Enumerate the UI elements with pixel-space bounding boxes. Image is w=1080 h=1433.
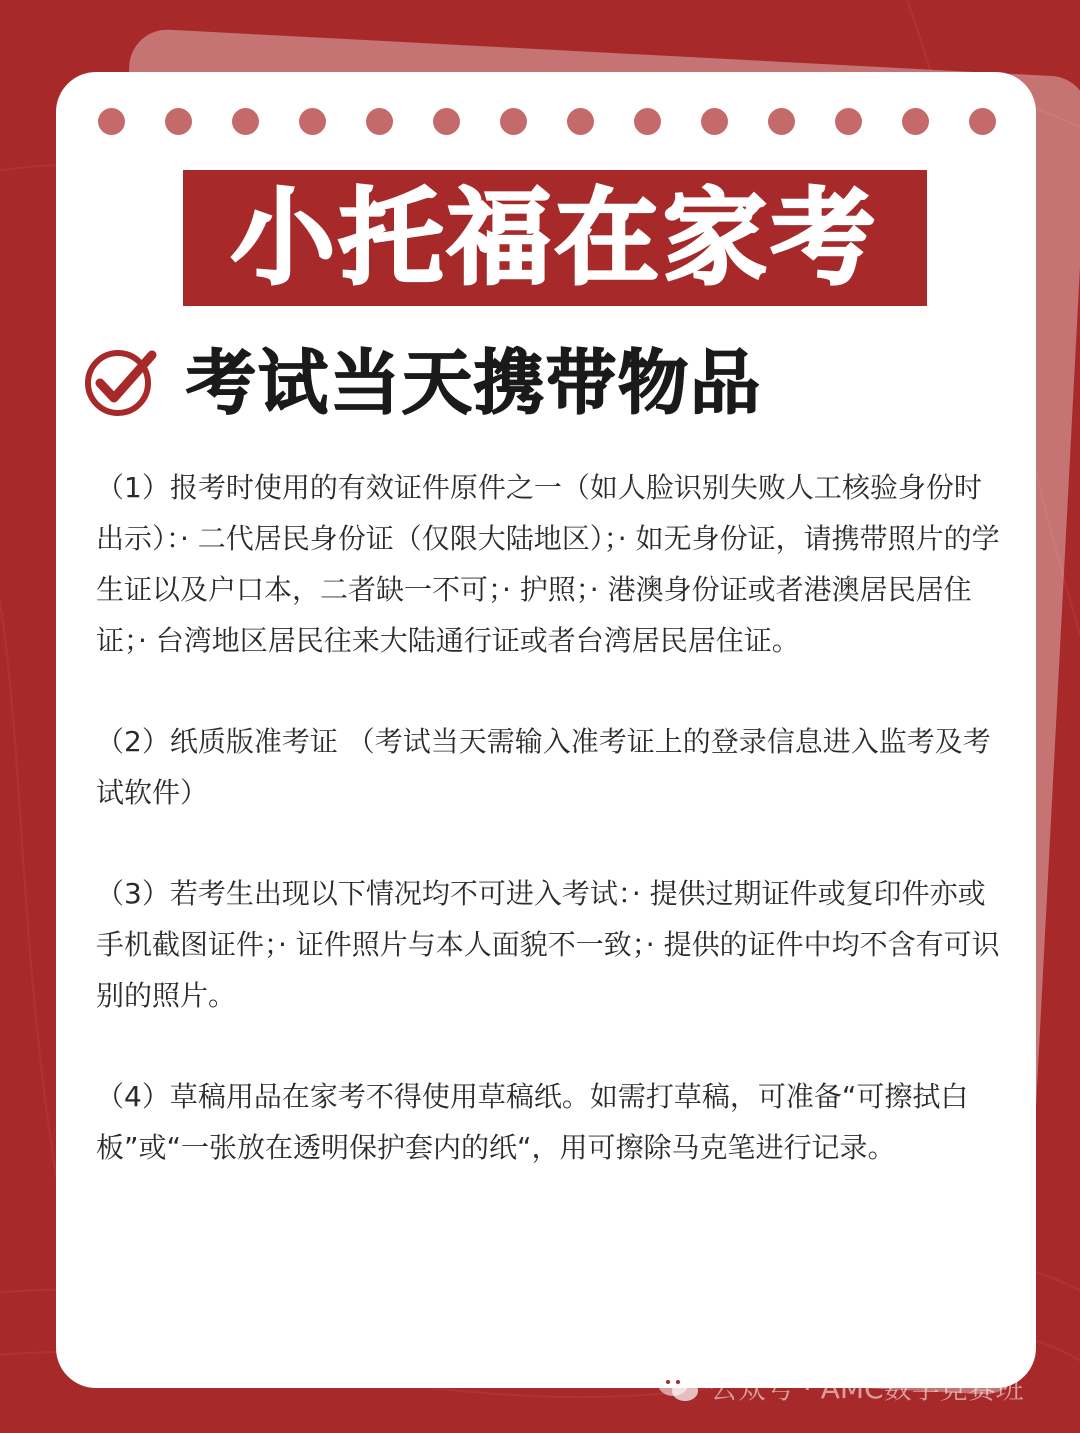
binder-hole [634,108,661,135]
paragraph-4: （4）草稿用品在家考不得使用草稿纸。如需打草稿，可准备“可擦拭白板”或“一张放在透明保护套内的纸“，用可擦除马克笔进行记录。 [96,1080,969,1164]
section-heading: 考试当天携带物品 [186,342,762,424]
paragraph-1: （1）报考时使用的有效证件原件之一（如人脸识别失败人工核验身份时出示）：· 二代居民身份证（仅限大陆地区）；· 如无身份证，请携带照片的学生证以及户口本，二者缺一不可；· 护照；· 港澳身份证或者港澳居民居住证；· 台湾地区居民往来大陆通行证或者台湾居民居住证。 [96,471,1000,657]
binder-hole [165,108,192,135]
watermark [656,1367,1024,1407]
binder-hole [701,108,728,135]
binder-holes [98,108,998,136]
binder-hole [500,108,527,135]
page-title: 小托福在家考 [230,177,879,299]
paragraph-3: （3）若考生出现以下情况均不可进入考试：· 提供过期证件或复印件亦或手机截图证件；· 证件照片与本人面貌不一致；· 提供的证件中均不含有可识别的照片。 [96,877,1000,1012]
content-body [96,462,1000,1223]
binder-hole [299,108,326,135]
binder-hole [98,108,125,135]
check-circle-icon [82,343,158,419]
binder-hole [366,108,393,135]
binder-hole [232,108,259,135]
binder-hole [768,108,795,135]
paragraph-2: （2）纸质版准考证 （考试当天需输入准考证上的登录信息进入监考及考试软件） [96,725,991,809]
binder-hole [835,108,862,135]
binder-hole [567,108,594,135]
wechat-icon [656,1369,700,1405]
binder-hole [433,108,460,135]
binder-hole [969,108,996,135]
watermark-text: 公众号 · AMC数学竞赛班 [710,1372,1024,1405]
binder-hole [902,108,929,135]
